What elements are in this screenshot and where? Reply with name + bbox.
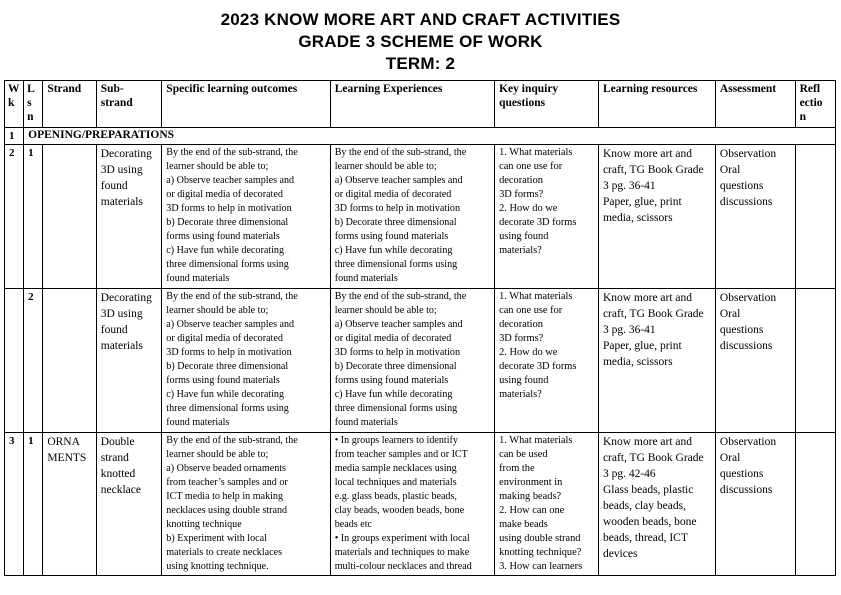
cell-line: c) Have fun while decorating	[334, 389, 453, 400]
cell-line: clay beads, wooden beads, bone	[334, 505, 465, 516]
cell-line: found materials	[166, 417, 230, 428]
document-title: 2023 KNOW MORE ART AND CRAFT ACTIVITIES	[220, 10, 621, 29]
cell-line: questions	[719, 468, 764, 480]
strand-cell	[43, 145, 96, 289]
document-title-block	[0, 9, 841, 75]
outcomes-cell	[162, 145, 330, 289]
resources-cell	[598, 145, 715, 289]
col-header-lesson: L s n	[24, 81, 43, 128]
col-header-inquiry: Key inquiry questions	[495, 81, 599, 128]
reflection-cell	[795, 289, 835, 433]
cell-line: devices	[602, 548, 638, 560]
cell-line: ICT media to help in making	[166, 491, 284, 502]
cell-line: local techniques and materials	[334, 477, 457, 488]
cell-line: 2. How do we	[499, 347, 558, 358]
cell-line: By the end of the sub-strand, the	[166, 435, 298, 446]
cell-line: beads, clay beads,	[602, 500, 686, 512]
cell-line: from the	[499, 463, 535, 474]
cell-line: discussions	[719, 484, 773, 496]
col-header-outcomes: Specific learning outcomes	[162, 81, 330, 128]
cell-line: decorate 3D forms	[499, 217, 577, 228]
cell-line: b) Decorate three dimensional	[334, 361, 457, 372]
cell-line: craft, TG Book Grade	[602, 164, 704, 176]
cell-line: 1. What materials	[499, 435, 573, 446]
cell-line: a) Observe teacher samples and	[334, 319, 463, 330]
cell-line: or digital media of decorated	[334, 189, 452, 200]
inquiry-cell	[495, 289, 599, 433]
cell-line: materials and techniques to make	[334, 547, 470, 558]
cell-line: forms using found materials	[166, 231, 280, 242]
week-cell: 3	[5, 433, 24, 576]
cell-line: using knotting technique.	[166, 561, 269, 572]
cell-line: making beads?	[499, 491, 562, 502]
cell-line: materials to create necklaces	[166, 547, 283, 558]
cell-line: 2. How do we	[499, 203, 558, 214]
col-header-week: W k	[5, 81, 24, 128]
cell-line: or digital media of decorated	[334, 333, 452, 344]
table-row-opening	[5, 128, 836, 145]
col-header-resources: Learning resources	[598, 81, 715, 128]
cell-line: • In groups learners to identify	[334, 435, 458, 446]
cell-line: found	[100, 324, 128, 336]
cell-line: knotted	[100, 468, 136, 480]
cell-line: Double	[100, 436, 135, 448]
cell-line: or digital media of decorated	[166, 189, 283, 200]
assessment-cell	[715, 289, 795, 433]
cell-line: c) Have fun while decorating	[166, 245, 285, 256]
cell-line: 3D forms to help in motivation	[334, 203, 461, 214]
cell-line: Paper, glue, print	[602, 196, 682, 208]
cell-line: media sample necklaces using	[334, 463, 457, 474]
cell-line: three dimensional forms using	[166, 259, 289, 270]
cell-line: By the end of the sub-strand, the	[334, 291, 467, 302]
cell-line: questions	[719, 180, 764, 192]
cell-line: By the end of the sub-strand, the	[334, 147, 467, 158]
reflection-cell	[795, 145, 835, 289]
cell-line: c) Have fun while decorating	[334, 245, 453, 256]
assessment-cell	[715, 145, 795, 289]
cell-line: environment in	[499, 477, 563, 488]
cell-line: Know more art and	[602, 436, 693, 448]
cell-line: materials?	[499, 389, 542, 400]
term-title: TERM: 2	[385, 54, 456, 73]
cell-line: c) Have fun while decorating	[166, 389, 285, 400]
col-header-strand: Strand	[43, 81, 96, 128]
cell-line: necklaces using double strand	[166, 505, 288, 516]
cell-line: 3D forms?	[499, 189, 544, 200]
table-row	[5, 289, 836, 433]
cell-line: Observation	[719, 436, 777, 448]
experiences-cell	[330, 145, 494, 289]
cell-line: found materials	[334, 273, 398, 284]
cell-line: Decorating	[100, 148, 152, 160]
cell-line: b) Decorate three dimensional	[166, 361, 289, 372]
substrand-cell	[96, 433, 162, 576]
cell-line: ORNA	[47, 436, 80, 448]
cell-line: 3D using	[100, 164, 143, 176]
week-cell: 2	[5, 145, 24, 289]
resources-cell	[598, 433, 715, 576]
cell-line: 3 pg. 42-46	[602, 468, 656, 480]
col-header-assessment: Assessment	[715, 81, 795, 128]
table-row	[5, 433, 836, 576]
substrand-cell	[96, 145, 162, 289]
inquiry-cell	[495, 433, 599, 576]
cell-line: By the end of the sub-strand, the	[166, 291, 298, 302]
lesson-cell: 2	[24, 289, 43, 433]
cell-line: decoration	[499, 319, 543, 330]
cell-line: craft, TG Book Grade	[602, 452, 704, 464]
cell-line: decoration	[499, 175, 543, 186]
cell-line: make beads	[499, 519, 548, 530]
cell-line: Oral	[719, 452, 741, 464]
cell-line: 3D forms to help in motivation	[334, 347, 461, 358]
cell-line: Observation	[719, 148, 777, 160]
substrand-cell	[96, 289, 162, 433]
cell-line: beads etc	[334, 519, 372, 530]
inquiry-cell	[495, 145, 599, 289]
cell-line: media, scissors	[602, 212, 673, 224]
cell-line: 1. What materials	[499, 291, 573, 302]
cell-line: discussions	[719, 196, 773, 208]
cell-line: multi-colour necklaces and thread	[334, 561, 472, 572]
cell-line: Oral	[719, 164, 741, 176]
cell-line: forms using found materials	[166, 375, 280, 386]
cell-line: or digital media of decorated	[166, 333, 283, 344]
outcomes-cell	[162, 433, 330, 576]
cell-line: found	[100, 180, 128, 192]
cell-line: 3. How can learners	[499, 561, 583, 572]
cell-line: 3 pg. 36-41	[602, 324, 656, 336]
week-cell	[5, 289, 24, 433]
cell-line: Know more art and	[602, 292, 693, 304]
cell-line: three dimensional forms using	[166, 403, 289, 414]
cell-line: • In groups experiment with local	[334, 533, 470, 544]
cell-line: b) Decorate three dimensional	[334, 217, 457, 228]
lesson-cell: 1	[24, 145, 43, 289]
cell-line: materials	[100, 196, 143, 208]
cell-line: learner should be able to;	[166, 449, 269, 460]
col-header-substrand: Sub- strand	[96, 81, 162, 128]
cell-line: a) Observe teacher samples and	[166, 319, 295, 330]
cell-line: knotting technique	[166, 519, 242, 530]
cell-line: a) Observe beaded ornaments	[166, 463, 286, 474]
cell-line: materials?	[499, 245, 542, 256]
cell-line: necklace	[100, 484, 141, 496]
cell-line: 1. What materials	[499, 147, 573, 158]
cell-line: knotting technique?	[499, 547, 582, 558]
cell-line: from teacher’s samples and or	[166, 477, 288, 488]
cell-line: from teacher samples and or ICT	[334, 449, 468, 460]
cell-line: learner should be able to;	[334, 305, 437, 316]
cell-line: a) Observe teacher samples and	[166, 175, 295, 186]
strand-cell	[43, 433, 96, 576]
lesson-cell: 1	[24, 433, 43, 576]
cell-line: can one use for	[499, 161, 563, 172]
scheme-of-work-table	[4, 80, 836, 576]
grade-title: GRADE 3 SCHEME OF WORK	[298, 32, 543, 51]
resources-cell	[598, 289, 715, 433]
cell-line: Paper, glue, print	[602, 340, 682, 352]
cell-line: craft, TG Book Grade	[602, 308, 704, 320]
table-row	[5, 145, 836, 289]
cell-line: using double strand	[499, 533, 581, 544]
cell-line: three dimensional forms using	[334, 403, 458, 414]
strand-cell	[43, 289, 96, 433]
cell-line: using found	[499, 375, 549, 386]
experiences-cell	[330, 289, 494, 433]
cell-line: b) Decorate three dimensional	[166, 217, 289, 228]
cell-line: b) Experiment with local	[166, 533, 267, 544]
cell-line: Glass beads, plastic	[602, 484, 694, 496]
cell-line: decorate 3D forms	[499, 361, 577, 372]
cell-line: can one use for	[499, 305, 563, 316]
cell-line: questions	[719, 324, 764, 336]
experiences-cell	[330, 433, 494, 576]
cell-line: 2. How can one	[499, 505, 565, 516]
cell-line: beads, thread, ICT	[602, 532, 688, 544]
cell-line: MENTS	[47, 452, 87, 464]
cell-line: forms using found materials	[334, 375, 449, 386]
cell-line: Know more art and	[602, 148, 693, 160]
cell-line: can be used	[499, 449, 548, 460]
cell-line: found materials	[166, 273, 230, 284]
cell-line: strand	[100, 452, 129, 464]
cell-line: By the end of the sub-strand, the	[166, 147, 298, 158]
cell-line: Observation	[719, 292, 777, 304]
header-row	[5, 81, 836, 128]
col-header-experiences: Learning Experiences	[330, 81, 494, 128]
cell-line: three dimensional forms using	[334, 259, 458, 270]
reflection-cell	[795, 433, 835, 576]
cell-line: learner should be able to;	[166, 161, 269, 172]
opening-preparations-cell: OPENING/PREPARATIONS	[24, 128, 836, 145]
cell-line: found materials	[334, 417, 398, 428]
cell-line: media, scissors	[602, 356, 673, 368]
cell-line: 3D forms to help in motivation	[166, 203, 292, 214]
cell-line: using found	[499, 231, 549, 242]
cell-line: a) Observe teacher samples and	[334, 175, 463, 186]
cell-line: 3D forms?	[499, 333, 544, 344]
assessment-cell	[715, 433, 795, 576]
cell-line: materials	[100, 340, 143, 352]
cell-line: 3D using	[100, 308, 143, 320]
cell-line: discussions	[719, 340, 773, 352]
outcomes-cell	[162, 289, 330, 433]
cell-line: Oral	[719, 308, 741, 320]
col-header-reflection: Refl ectio n	[795, 81, 835, 128]
cell-line: 3D forms to help in motivation	[166, 347, 292, 358]
cell-line: wooden beads, bone	[602, 516, 697, 528]
cell-line: e.g. glass beads, plastic beads,	[334, 491, 457, 502]
cell-line: learner should be able to;	[334, 161, 437, 172]
cell-line: learner should be able to;	[166, 305, 269, 316]
cell-line: Decorating	[100, 292, 152, 304]
cell-line: 3 pg. 36-41	[602, 180, 656, 192]
cell-line: forms using found materials	[334, 231, 449, 242]
week-cell: 1	[5, 128, 24, 145]
